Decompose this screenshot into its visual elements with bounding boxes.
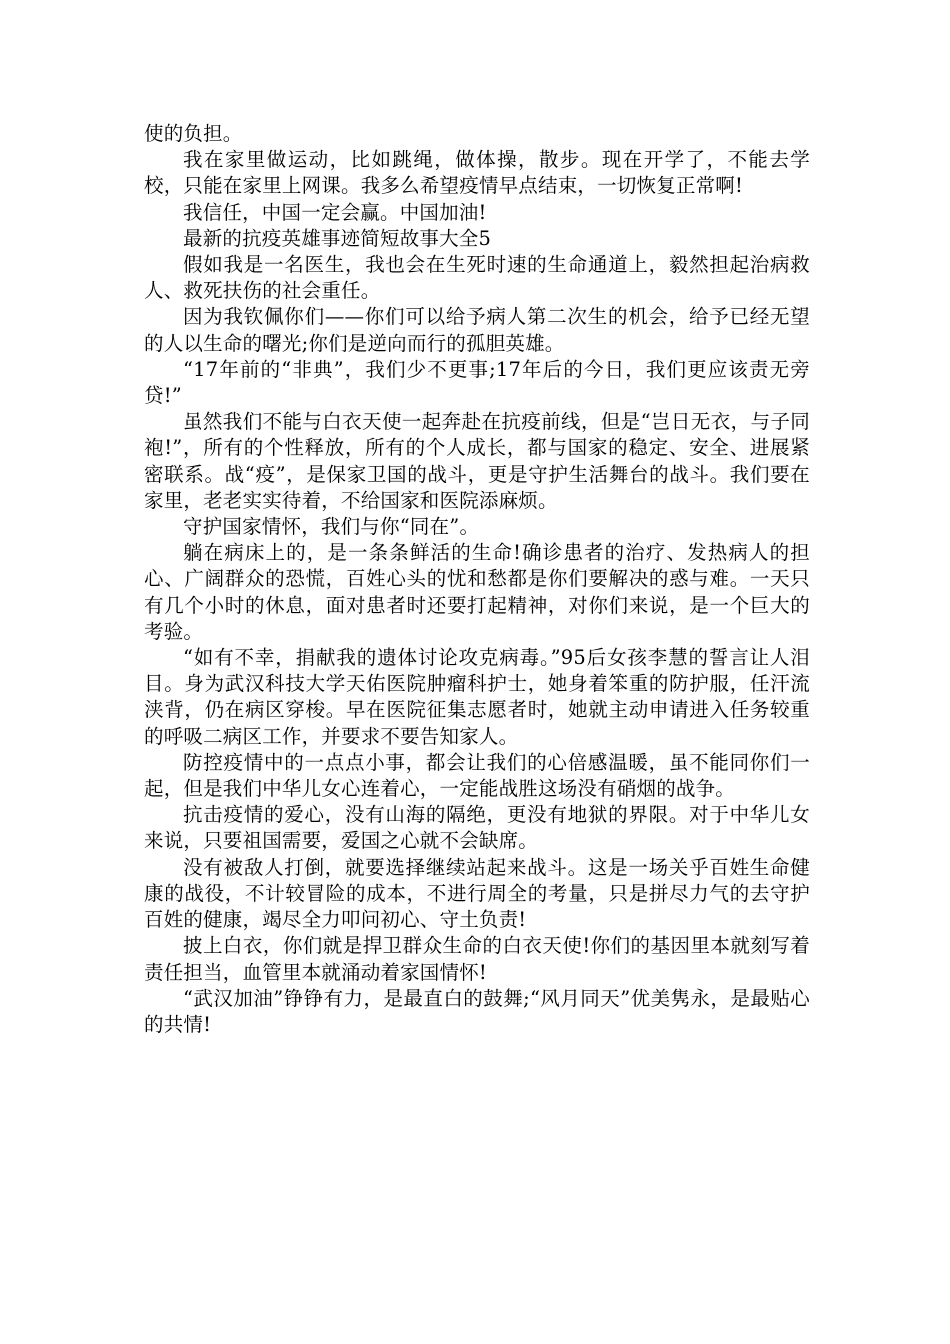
paragraph: 防控疫情中的一点点小事，都会让我们的心倍感温暖，虽不能同你们一起，但是我们中华儿女心连着心，一定能战胜这场没有硝烟的战争。	[144, 750, 810, 801]
paragraph: “武汉加油”铮铮有力，是最直白的鼓舞;“风月同天”优美隽永，是最贴心的共情!	[144, 986, 810, 1036]
paragraph: “如有不幸，捐献我的遗体讨论攻克病毒。”95后女孩李慧的誓言让人泪目。身为武汉科技大学天佑医院肿瘤科护士，她身着笨重的防护服，任汗流浃背，仍在病区穿梭。早在医院征集志愿者时，她就主动申请进入任务较重的呼吸二病区工作，并要求不要告知家人。	[144, 646, 810, 748]
section-heading: 最新的抗疫英雄事迹简短故事大全5	[183, 226, 492, 250]
paragraph: “17年前的“非典”，我们少不更事;17年后的今日，我们更应该责无旁贷!”	[144, 357, 810, 408]
paragraph: 我信任，中国一定会赢。中国加油!	[183, 200, 487, 224]
paragraph: 没有被敌人打倒，就要选择继续站起来战斗。这是一场关乎百姓生命健康的战役，不计较冒险的成本，不进行周全的考量，只是拼尽力气的去守护百姓的健康，竭尽全力叩问初心、守土负责!	[144, 855, 810, 932]
paragraph: 抗击疫情的爱心，没有山海的隔绝，更没有地狱的界限。对于中华儿女来说，只要祖国需要，爱国之心就不会缺席。	[144, 803, 810, 853]
document-body	[144, 121, 810, 1038]
paragraph: 虽然我们不能与白衣天使一起奔赴在抗疫前线，但是“岂日无衣，与子同袍!”，所有的个性释放，所有的个人成长，都与国家的稳定、安全、进展紧密联系。战“疫”，是保家卫国的战斗，更是守护生活舞台的战斗。我们要在家里，老老实实待着，不给国家和医院添麻烦。	[144, 410, 810, 512]
paragraph: 披上白衣，你们就是捍卫群众生命的白衣天使!你们的基因里本就刻写着责任担当，血管里本就涌动着家国情怀!	[144, 934, 810, 984]
paragraph: 假如我是一名医生，我也会在生死时速的生命通道上，毅然担起治病救人、救死扶伤的社会重任。	[144, 253, 810, 303]
paragraph: 躺在病床上的，是一条条鲜活的生命!确诊患者的治疗、发热病人的担心、广阔群众的恐慌，百姓心头的忧和愁都是你们要解决的惑与难。一天只有几个小时的休息，面对患者时还要打起精神，对你们来说，是一个巨大的考验。	[144, 541, 810, 643]
paragraph: 使的负担。	[144, 122, 243, 145]
paragraph: 我在家里做运动，比如跳绳，做体操，散步。现在开学了，不能去学校，只能在家里上网课。我多么希望疫情早点结束，一切恢复正常啊!	[144, 148, 810, 198]
paragraph: 守护国家情怀，我们与你“同在”。	[183, 515, 480, 539]
paragraph: 因为我钦佩你们——你们可以给予病人第二次生的机会，给予已经无望的人以生命的曙光;你们是逆向而行的孤胆英雄。	[144, 305, 810, 355]
